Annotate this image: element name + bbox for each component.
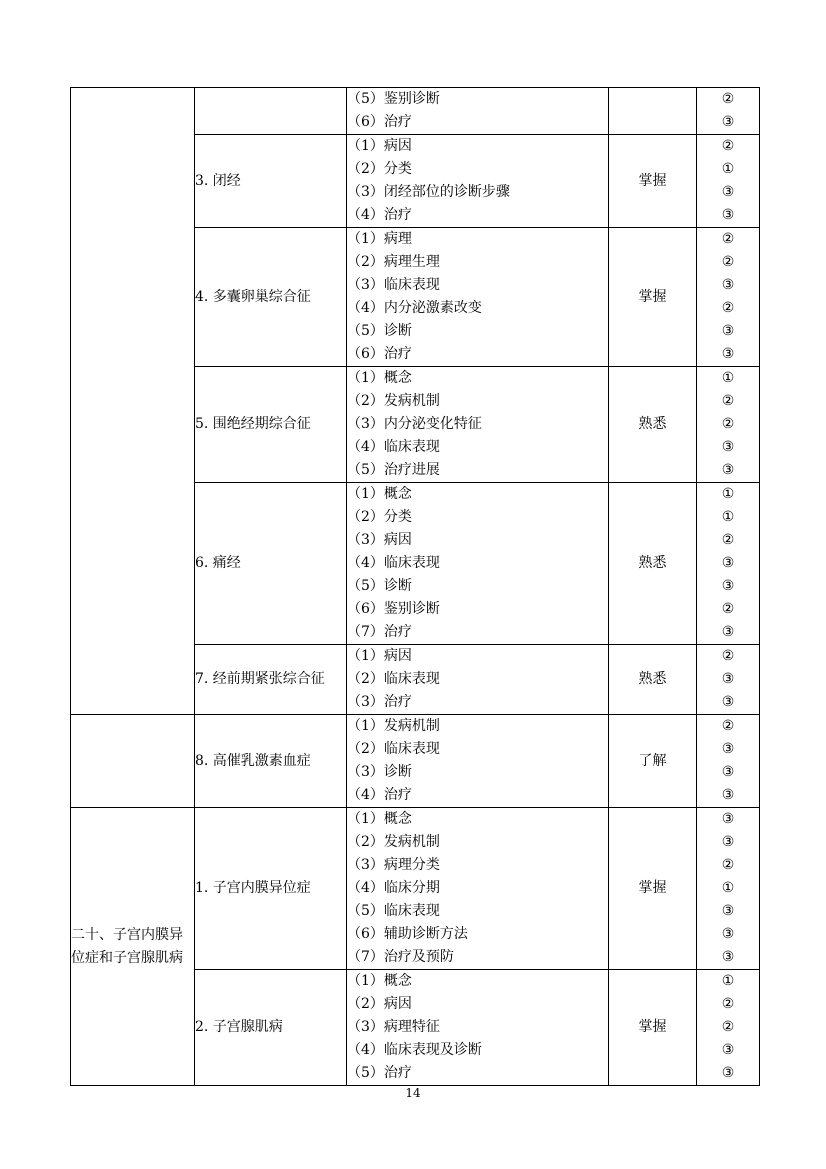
level-mark: ② [721, 648, 735, 664]
content-item: （3）治疗 [347, 694, 412, 710]
level-mark: ③ [721, 834, 735, 850]
level-mark: ③ [721, 346, 735, 362]
level-mark: ① [721, 880, 735, 896]
topic-cell: 1. 子宫内膜异位症 [195, 808, 347, 970]
content-item: （1）病因 [347, 138, 412, 154]
content-item: （2）病理生理 [347, 254, 440, 270]
content-cell [347, 645, 609, 715]
content-item: （2）发病机制 [347, 834, 440, 850]
content-item: （5）临床表现 [347, 903, 440, 919]
content-item: （3）内分泌变化特征 [347, 416, 482, 432]
level-mark: ③ [721, 926, 735, 942]
topic-cell: 7. 经前期紧张综合征 [195, 645, 347, 715]
content-cell [347, 367, 609, 483]
level-mark: ③ [721, 811, 735, 827]
content-item: （2）分类 [347, 509, 412, 525]
content-item: （3）病理分类 [347, 857, 440, 873]
requirement-cell: 掌握 [609, 228, 697, 367]
table-row [71, 715, 760, 808]
content-item: （2）临床表现 [347, 671, 440, 687]
level-mark: ① [721, 486, 735, 502]
content-cell [347, 135, 609, 228]
level-mark: ③ [721, 323, 735, 339]
syllabus-table [70, 87, 760, 1086]
content-item: （3）病理特征 [347, 1019, 440, 1035]
content-item: （5）治疗 [347, 1065, 412, 1081]
level-mark: ③ [721, 578, 735, 594]
content-cell [347, 970, 609, 1086]
content-item: （2）分类 [347, 161, 412, 177]
content-cell [347, 228, 609, 367]
level-cell [697, 970, 760, 1086]
content-item: （7）治疗及预防 [347, 949, 454, 965]
topic-cell: 3. 闭经 [195, 135, 347, 228]
level-mark: ① [721, 161, 735, 177]
content-item: （6）辅助诊断方法 [347, 926, 468, 942]
level-mark: ③ [721, 555, 735, 571]
requirement-cell: 熟悉 [609, 645, 697, 715]
page-number: 14 [405, 1086, 421, 1100]
level-cell [697, 808, 760, 970]
content-item: （3）病因 [347, 532, 412, 548]
topic-cell: 6. 痛经 [195, 483, 347, 645]
level-mark: ③ [721, 671, 735, 687]
content-item: （3）闭经部位的诊断步骤 [347, 184, 510, 200]
level-mark: ③ [721, 764, 735, 780]
requirement-cell: 掌握 [609, 970, 697, 1086]
content-item: （1）概念 [347, 811, 412, 827]
level-cell [697, 88, 760, 135]
level-mark: ② [721, 231, 735, 247]
content-item: （4）临床表现及诊断 [347, 1042, 482, 1058]
content-cell [347, 483, 609, 645]
level-mark: ③ [721, 184, 735, 200]
level-mark: ① [721, 509, 735, 525]
level-mark: ③ [721, 277, 735, 293]
topic-cell: 8. 高催乳激素血症 [195, 715, 347, 808]
level-mark: ② [721, 532, 735, 548]
level-mark: ② [721, 857, 735, 873]
content-cell [347, 715, 609, 808]
level-cell [697, 228, 760, 367]
content-item: （4）内分泌激素改变 [347, 300, 482, 316]
level-mark: ③ [721, 949, 735, 965]
level-cell [697, 367, 760, 483]
level-mark: ③ [721, 207, 735, 223]
content-item: （7）治疗 [347, 624, 412, 640]
content-item: （1）概念 [347, 486, 412, 502]
level-mark: ② [721, 91, 735, 107]
content-item: （5）诊断 [347, 578, 412, 594]
level-mark: ③ [721, 1065, 735, 1081]
table-row [71, 808, 760, 970]
content-item: （1）病理 [347, 231, 412, 247]
level-mark: ② [721, 601, 735, 617]
level-mark: ③ [721, 694, 735, 710]
content-item: （6）鉴别诊断 [347, 601, 440, 617]
content-item: （5）诊断 [347, 323, 412, 339]
level-mark: ③ [721, 439, 735, 455]
content-item: （2）发病机制 [347, 393, 440, 409]
level-mark: ② [721, 1019, 735, 1035]
table-row [71, 88, 760, 135]
content-item: （4）治疗 [347, 207, 412, 223]
level-mark: ② [721, 138, 735, 154]
unit-cell [71, 715, 195, 808]
unit-cell [71, 88, 195, 715]
content-item: （4）临床表现 [347, 439, 440, 455]
content-item: （2）病因 [347, 996, 412, 1012]
level-mark: ③ [721, 624, 735, 640]
requirement-cell: 熟悉 [609, 367, 697, 483]
topic-cell: 2. 子宫腺肌病 [195, 970, 347, 1086]
level-cell [697, 645, 760, 715]
level-mark: ① [721, 973, 735, 989]
level-mark: ② [721, 996, 735, 1012]
content-item: （2）临床表现 [347, 741, 440, 757]
content-cell [347, 88, 609, 135]
level-cell [697, 715, 760, 808]
level-cell [697, 483, 760, 645]
level-mark: ② [721, 393, 735, 409]
level-mark: ③ [721, 787, 735, 803]
topic-cell: 4. 多囊卵巢综合征 [195, 228, 347, 367]
syllabus-table-body [71, 88, 760, 1086]
content-item: （3）临床表现 [347, 277, 440, 293]
level-mark: ③ [721, 903, 735, 919]
level-cell [697, 135, 760, 228]
content-item: （4）临床表现 [347, 555, 440, 571]
content-item: （4）临床分期 [347, 880, 440, 896]
content-cell [347, 808, 609, 970]
content-item: （5）治疗进展 [347, 462, 440, 478]
level-mark: ② [721, 254, 735, 270]
topic-cell [195, 88, 347, 135]
level-mark: ① [721, 370, 735, 386]
level-mark: ② [721, 718, 735, 734]
content-item: （1）概念 [347, 973, 412, 989]
level-mark: ② [721, 300, 735, 316]
content-item: （6）治疗 [347, 346, 412, 362]
unit-cell: 二十、子宫内膜异位症和子宫腺肌病 [71, 808, 195, 1086]
level-mark: ③ [721, 1042, 735, 1058]
level-mark: ③ [721, 114, 735, 130]
level-mark: ③ [721, 741, 735, 757]
requirement-cell: 熟悉 [609, 483, 697, 645]
content-item: （6）治疗 [347, 114, 412, 130]
content-item: （1）发病机制 [347, 718, 440, 734]
requirement-cell [609, 88, 697, 135]
level-mark: ② [721, 416, 735, 432]
content-item: （1）病因 [347, 648, 412, 664]
requirement-cell: 掌握 [609, 808, 697, 970]
requirement-cell: 了解 [609, 715, 697, 808]
level-mark: ③ [721, 462, 735, 478]
content-item: （5）鉴别诊断 [347, 91, 440, 107]
topic-cell: 5. 围绝经期综合征 [195, 367, 347, 483]
requirement-cell: 掌握 [609, 135, 697, 228]
content-item: （3）诊断 [347, 764, 412, 780]
content-item: （1）概念 [347, 370, 412, 386]
content-item: （4）治疗 [347, 787, 412, 803]
